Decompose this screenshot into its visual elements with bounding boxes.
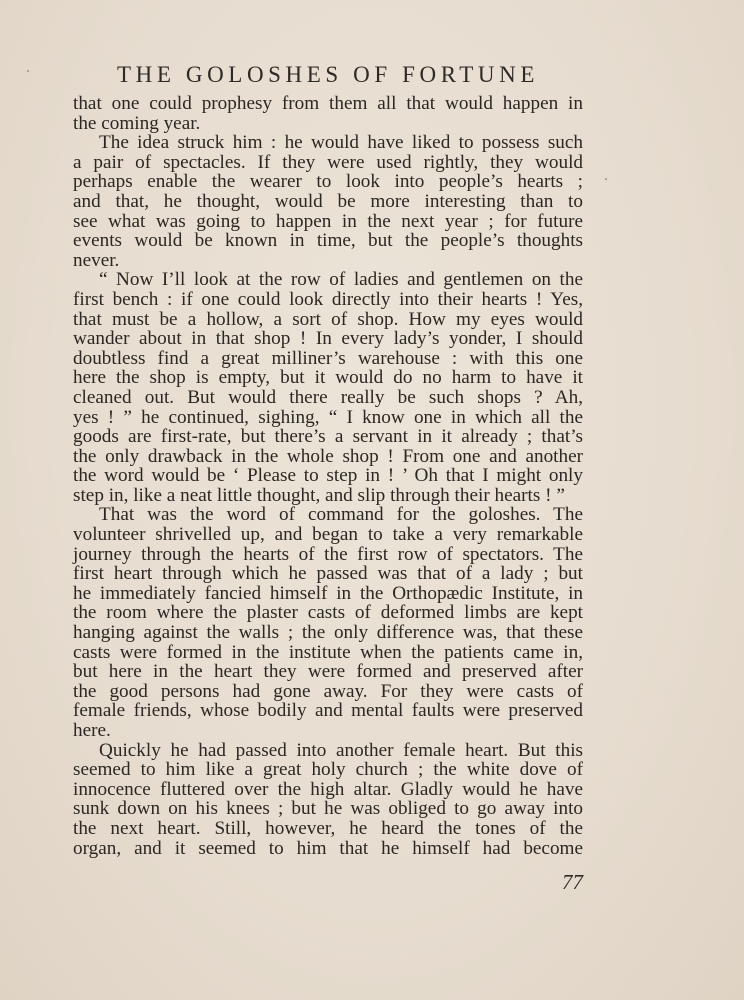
text-line: wander about in that shop ! In every lady’s yonder, I should bbox=[73, 328, 583, 350]
text-line: first bench : if one could look directly into their hearts ! Yes, bbox=[73, 288, 583, 310]
text-line: That was the word of command for the goloshes. The bbox=[99, 504, 583, 526]
text-line: the word would be ‘ Please to step in ! ’ Oh that I might only bbox=[73, 465, 583, 487]
text-line: seemed to him like a great holy church ; the white dove of bbox=[73, 759, 583, 781]
text-line: a pair of spectacles. If they were used rightly, they would bbox=[73, 151, 583, 173]
text-line: first heart through which he passed was that of a lady ; but bbox=[73, 563, 583, 585]
text-line: yes ! ” he continued, sighing, “ I know one in which all the bbox=[73, 406, 583, 428]
text-line: the only drawback in the whole shop ! From one and another bbox=[73, 445, 583, 467]
paper-speck bbox=[27, 70, 29, 72]
text-line: innocence fluttered over the high altar. Gladly would he have bbox=[73, 778, 583, 800]
body-text bbox=[73, 94, 583, 858]
text-line: but here in the heart they were formed and preserved after bbox=[73, 661, 583, 683]
text-line: step in, like a neat little thought, and slip through their hearts ! ” bbox=[73, 484, 565, 506]
running-head: THE GOLOSHES OF FORTUNE bbox=[117, 62, 539, 87]
text-line: never. bbox=[73, 249, 120, 271]
paper-speck bbox=[605, 178, 607, 180]
text-line: female friends, whose bodily and mental faults were preserved bbox=[73, 700, 583, 722]
text-line: he immediately fancied himself in the Orthopædic Institute, in bbox=[73, 582, 583, 604]
text-line: the coming year. bbox=[73, 112, 201, 134]
text-line: “ Now I’ll look at the row of ladies and gentlemen on the bbox=[99, 269, 583, 291]
text-line: see what was going to happen in the next year ; for future bbox=[73, 210, 583, 232]
text-line: cleaned out. But would there really be such shops ? Ah, bbox=[73, 386, 583, 408]
text-line: the next heart. Still, however, he heard the tones of the bbox=[73, 817, 583, 839]
text-line: hanging against the walls ; the only difference was, that these bbox=[73, 622, 583, 644]
text-line: volunteer shrivelled up, and began to take a very remarkable bbox=[73, 524, 583, 546]
text-line: the room where the plaster casts of deformed limbs are kept bbox=[73, 602, 583, 624]
text-line: journey through the hearts of the first row of spectators. The bbox=[73, 543, 583, 565]
text-line: that one could prophesy from them all that would happen in bbox=[73, 93, 583, 114]
text-line: events would be known in time, but the people’s thoughts bbox=[73, 230, 583, 252]
text-line: Quickly he had passed into another female heart. But this bbox=[99, 739, 583, 761]
text-line: casts were formed in the institute when the patients came in, bbox=[73, 641, 583, 663]
text-line: sunk down on his knees ; but he was obliged to go away into bbox=[73, 798, 583, 820]
text-line: that must be a hollow, a sort of shop. How my eyes would bbox=[73, 308, 583, 330]
text-line: organ, and it seemed to him that he himself had become bbox=[73, 837, 583, 859]
text-line: here. bbox=[73, 720, 111, 741]
text-line: the good persons had gone away. For they were casts of bbox=[73, 680, 583, 702]
text-line: perhaps enable the wearer to look into people’s hearts ; bbox=[73, 171, 583, 193]
text-line: The idea struck him : he would have liked to possess such bbox=[99, 132, 583, 154]
text-line: and that, he thought, would be more interesting than to bbox=[73, 190, 583, 212]
page-number: 77 bbox=[562, 870, 583, 894]
text-line: doubtless find a great milliner’s warehouse : with this one bbox=[73, 347, 583, 369]
text-line: goods are first-rate, but there’s a servant in it already ; that’s bbox=[73, 426, 583, 448]
text-line: here the shop is empty, but it would do no harm to have it bbox=[73, 367, 583, 389]
